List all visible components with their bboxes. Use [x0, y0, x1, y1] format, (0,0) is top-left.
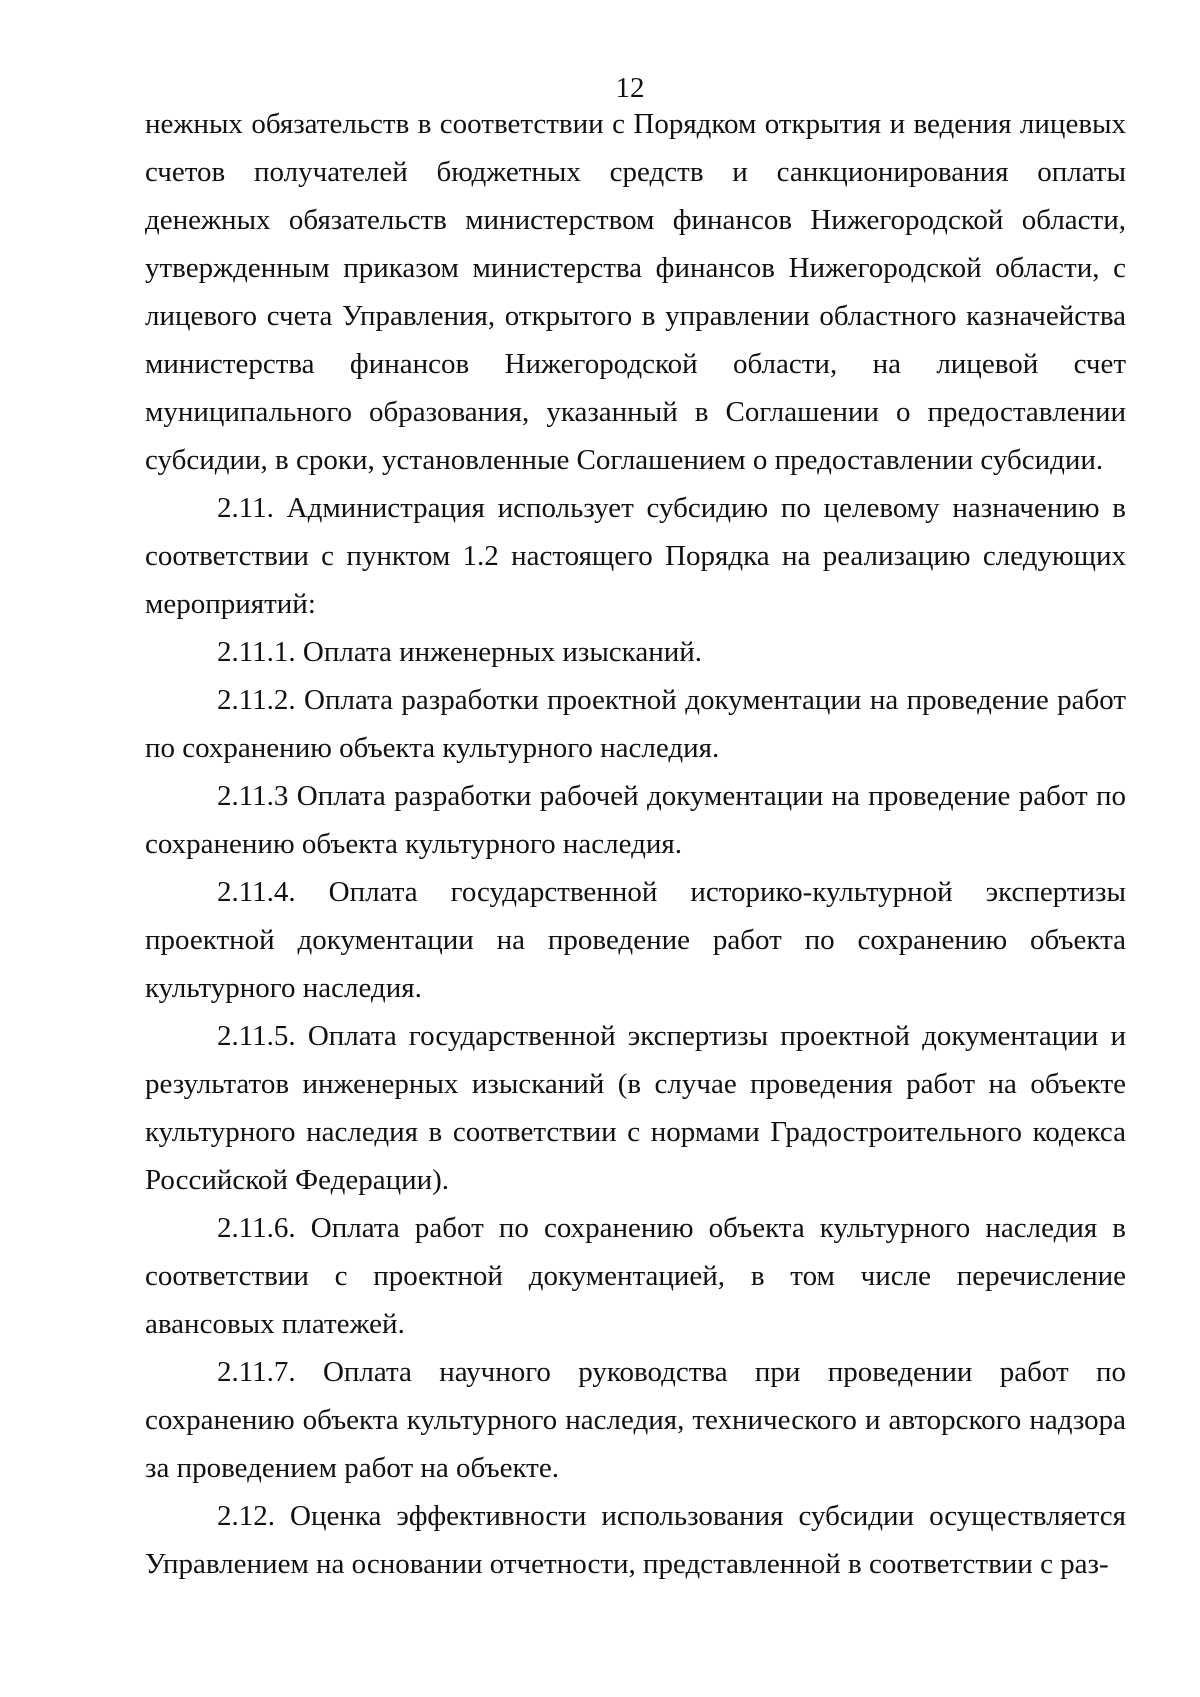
page-number: 12 — [615, 72, 645, 104]
paragraph-2-11-6: 2.11.6. Оплата работ по сохранению объекта культурного наследия в соответствии с проектной документацией, в том числе перечисление авансовых платежей. — [145, 1212, 1126, 1340]
paragraph-2-11-2: 2.11.2. Оплата разработки проектной документации на проведение работ по сохранению объекта культурного наследия. — [145, 684, 1126, 764]
paragraph-2-11-5: 2.11.5. Оплата государственной экспертизы проектной документации и результатов инженерных изысканий (в случае проведения работ на объекте культурного наследия в соответствии с нормами Градостроительного кодекса Российской Федерации). — [145, 1020, 1126, 1196]
paragraph-2-11: 2.11. Администрация использует субсидию по целевому назначению в соответствии с пунктом 1.2 настоящего Порядка на реализацию следующих мероприятий: — [145, 492, 1126, 620]
paragraph-2-12: 2.12. Оценка эффективности использования субсидии осуществляется Управлением на основании отчетности, представленной в соответствии с раз- — [145, 1500, 1126, 1580]
paragraph-2-11-4: 2.11.4. Оплата государственной историко-культурной экспертизы проектной документации на проведение работ по сохранению объекта культурного наследия. — [145, 876, 1126, 1004]
document-body — [145, 100, 1126, 1588]
paragraph-continuation: нежных обязательств в соответствии с Порядком открытия и ведения лицевых счетов получателей бюджетных средств и санкционирования оплаты денежных обязательств министерством финансов Нижегородской области, утвержденным приказом министерства финансов Нижегородской области, с лицевого счета Управления, открытого в управлении областного казначейства министерства финансов Нижегородской области, на лицевой счет муниципального образования, указанный в Соглашении о предоставлении субсидии, в сроки, установленные Соглашением о предоставлении субсидии. — [145, 108, 1126, 476]
paragraph-2-11-1: 2.11.1. Оплата инженерных изысканий. — [217, 636, 702, 668]
paragraph-2-11-3: 2.11.3 Оплата разработки рабочей документации на проведение работ по сохранению объекта культурного наследия. — [145, 780, 1126, 860]
paragraph-2-11-7: 2.11.7. Оплата научного руководства при проведении работ по сохранению объекта культурного наследия, технического и авторского надзора за проведением работ на объекте. — [145, 1356, 1126, 1484]
